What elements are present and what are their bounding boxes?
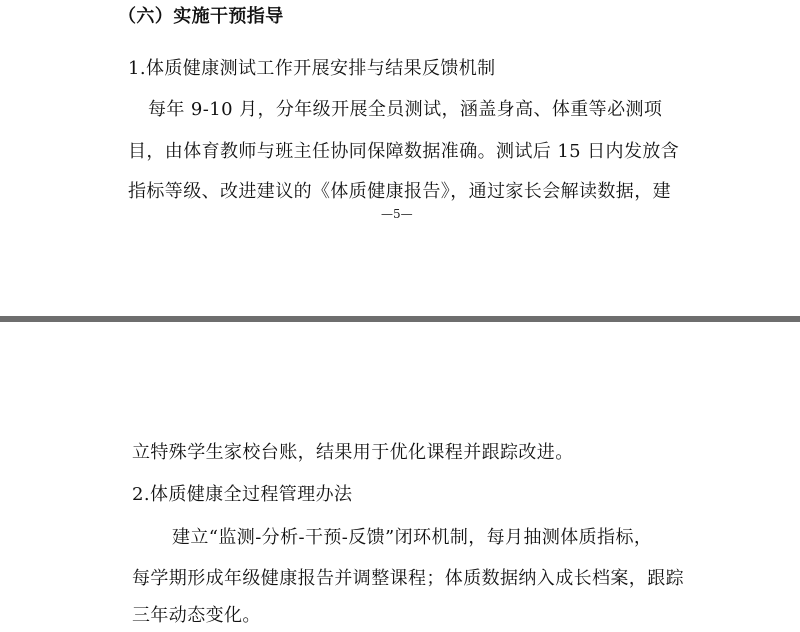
paragraph-line: 三年动态变化。 <box>132 605 261 626</box>
paragraph-line: 每学期形成年级健康报告并调整课程；体质数据纳入成长档案，跟踪 <box>132 568 684 589</box>
paragraph-line: 立特殊学生家校台账，结果用于优化课程并跟踪改进。 <box>132 442 574 463</box>
paragraph-line: 指标等级、改进建议的《体质健康报告》，通过家长会解读数据，建 <box>128 181 671 202</box>
page-number: —5— <box>381 207 413 221</box>
section-heading: （六）实施干预指导 <box>118 6 284 27</box>
document-page-bottom <box>0 322 800 632</box>
paragraph-line: 目，由体育教师与班主任协同保障数据准确。测试后 15 日内发放含 <box>128 141 680 162</box>
subheading-1: 1.体质健康测试工作开展安排与结果反馈机制 <box>128 58 496 79</box>
paragraph-line: 每年 9-10 月，分年级开展全员测试，涵盖身高、体重等必测项 <box>148 99 663 120</box>
paragraph-line: 建立“监测-分析-干预-反馈”闭环机制，每月抽测体质指标， <box>172 527 653 548</box>
subheading-2: 2.体质健康全过程管理办法 <box>132 484 353 505</box>
